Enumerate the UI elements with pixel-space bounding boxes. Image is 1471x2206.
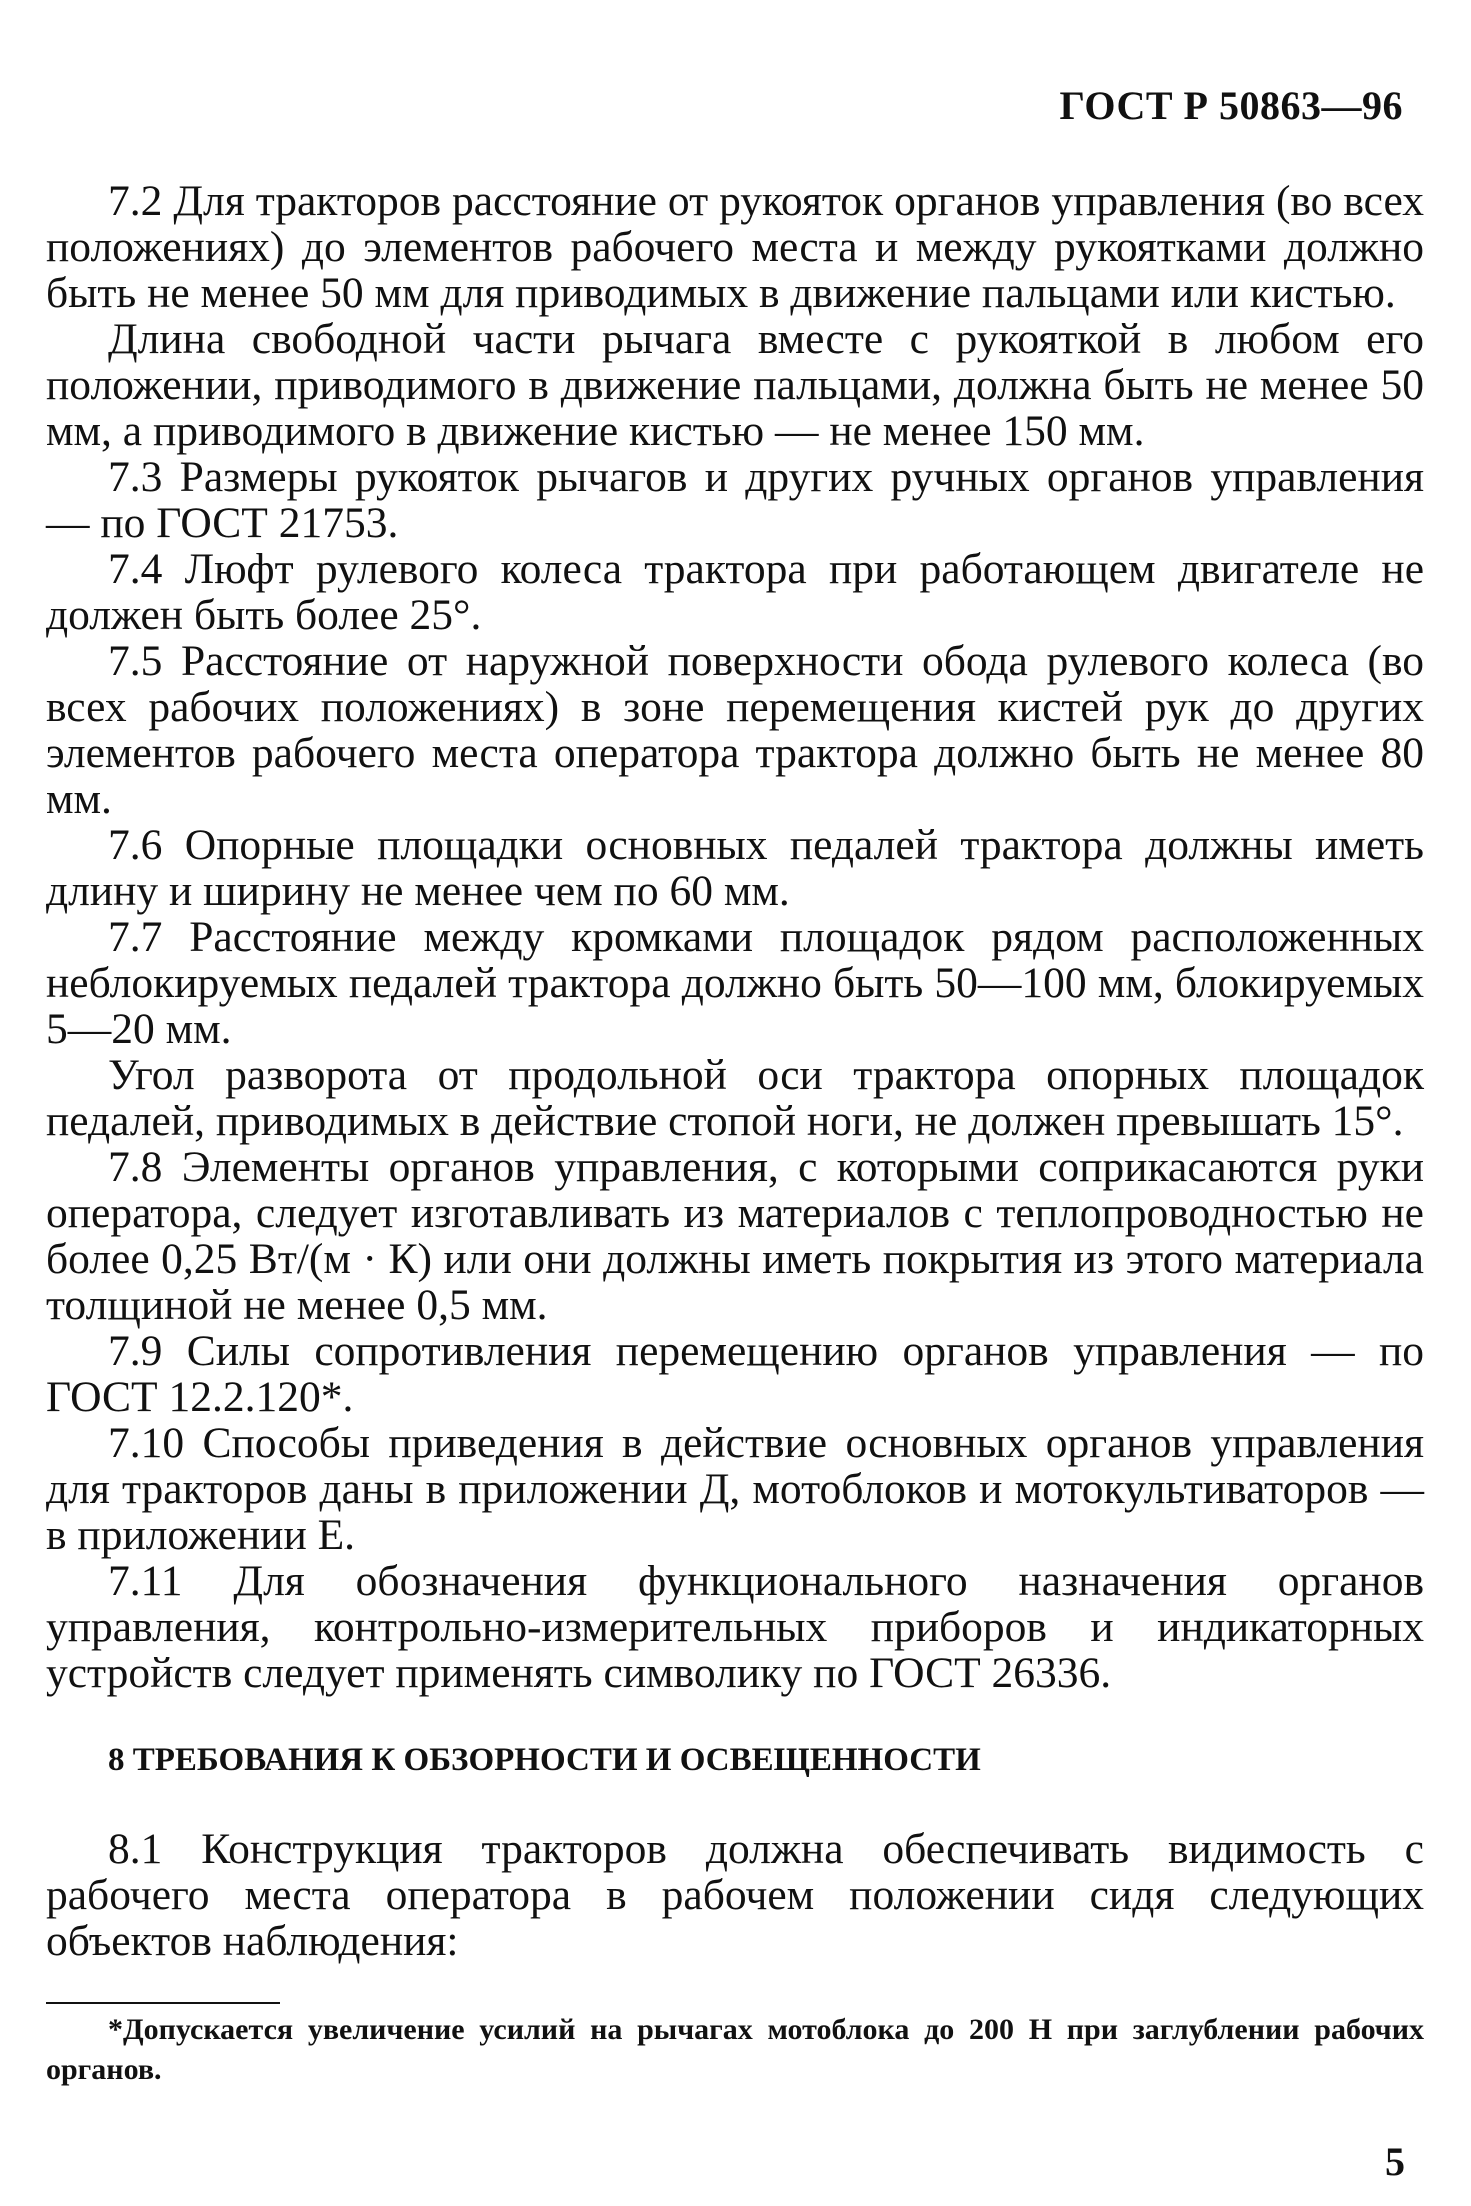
paragraph-7-2-lever-length: Длина свободной части рычага вместе с рукояткой в любом его положении, приводимого в движение пальцами, должна быть не менее 50 мм, а приводимого в движение кистью — не менее 150 мм. xyxy=(46,315,1424,455)
standard-code-header: ГОСТ Р 50863—96 xyxy=(1059,83,1403,128)
page-number: 5 xyxy=(1385,2139,1405,2184)
paragraph-7-8: 7.8 Элементы органов управления, с которыми соприкасаются руки оператора, следует изготавливать из материалов с теплопроводностью не более 0,25 Вт/(м · К) или они должны иметь покрытия из этого материала толщиной не менее 0,5 мм. xyxy=(46,1143,1424,1329)
paragraph-7-7: 7.7 Расстояние между кромками площадок рядом расположенных неблокируемых педалей трактора должно быть 50—100 мм, блокируемых 5—20 мм. xyxy=(46,913,1424,1053)
paragraph-7-5: 7.5 Расстояние от наружной поверхности обода рулевого колеса (во всех рабочих положениях) в зоне перемещения кистей рук до других элементов рабочего места оператора трактора должно быть не менее 80 мм. xyxy=(46,637,1424,823)
footnote-divider xyxy=(46,2002,280,2004)
paragraph-7-10: 7.10 Способы приведения в действие основных органов управления для тракторов даны в приложении Д, мотоблоков и мотокультиваторов — в приложении Е. xyxy=(46,1419,1424,1559)
paragraph-7-6: 7.6 Опорные площадки основных педалей трактора должны иметь длину и ширину не менее чем по 60 мм. xyxy=(46,821,1424,915)
paragraph-7-11: 7.11 Для обозначения функционального назначения органов управления, контрольно-измерительных приборов и индикаторных устройств следует применять символику по ГОСТ 26336. xyxy=(46,1557,1424,1697)
paragraph-7-2: 7.2 Для тракторов расстояние от рукояток органов управления (во всех положениях) до элементов рабочего места и между рукоятками должно быть не менее 50 мм для приводимых в движение пальцами или кистью. xyxy=(46,177,1424,317)
footnote: *Допускается увеличение усилий на рычагах мотоблока до 200 Н при заглублении рабочих органов. xyxy=(46,2013,1424,2086)
section-8-title: 8 ТРЕБОВАНИЯ К ОБЗОРНОСТИ И ОСВЕЩЕННОСТИ xyxy=(108,1742,981,1778)
paragraph-7-4: 7.4 Люфт рулевого колеса трактора при работающем двигателе не должен быть более 25°. xyxy=(46,545,1424,639)
paragraph-7-7-pedal-angle: Угол разворота от продольной оси трактора опорных площадок педалей, приводимых в действие стопой ноги, не должен превышать 15°. xyxy=(46,1051,1424,1145)
paragraph-8-1: 8.1 Конструкция тракторов должна обеспечивать видимость с рабочего места оператора в рабочем положении сидя следующих объектов наблюдения: xyxy=(46,1825,1424,1965)
body-text xyxy=(46,178,1424,1964)
paragraph-7-9: 7.9 Силы сопротивления перемещению органов управления — по ГОСТ 12.2.120*. xyxy=(46,1327,1424,1421)
paragraph-7-3: 7.3 Размеры рукояток рычагов и других ручных органов управления — по ГОСТ 21753. xyxy=(46,453,1424,547)
